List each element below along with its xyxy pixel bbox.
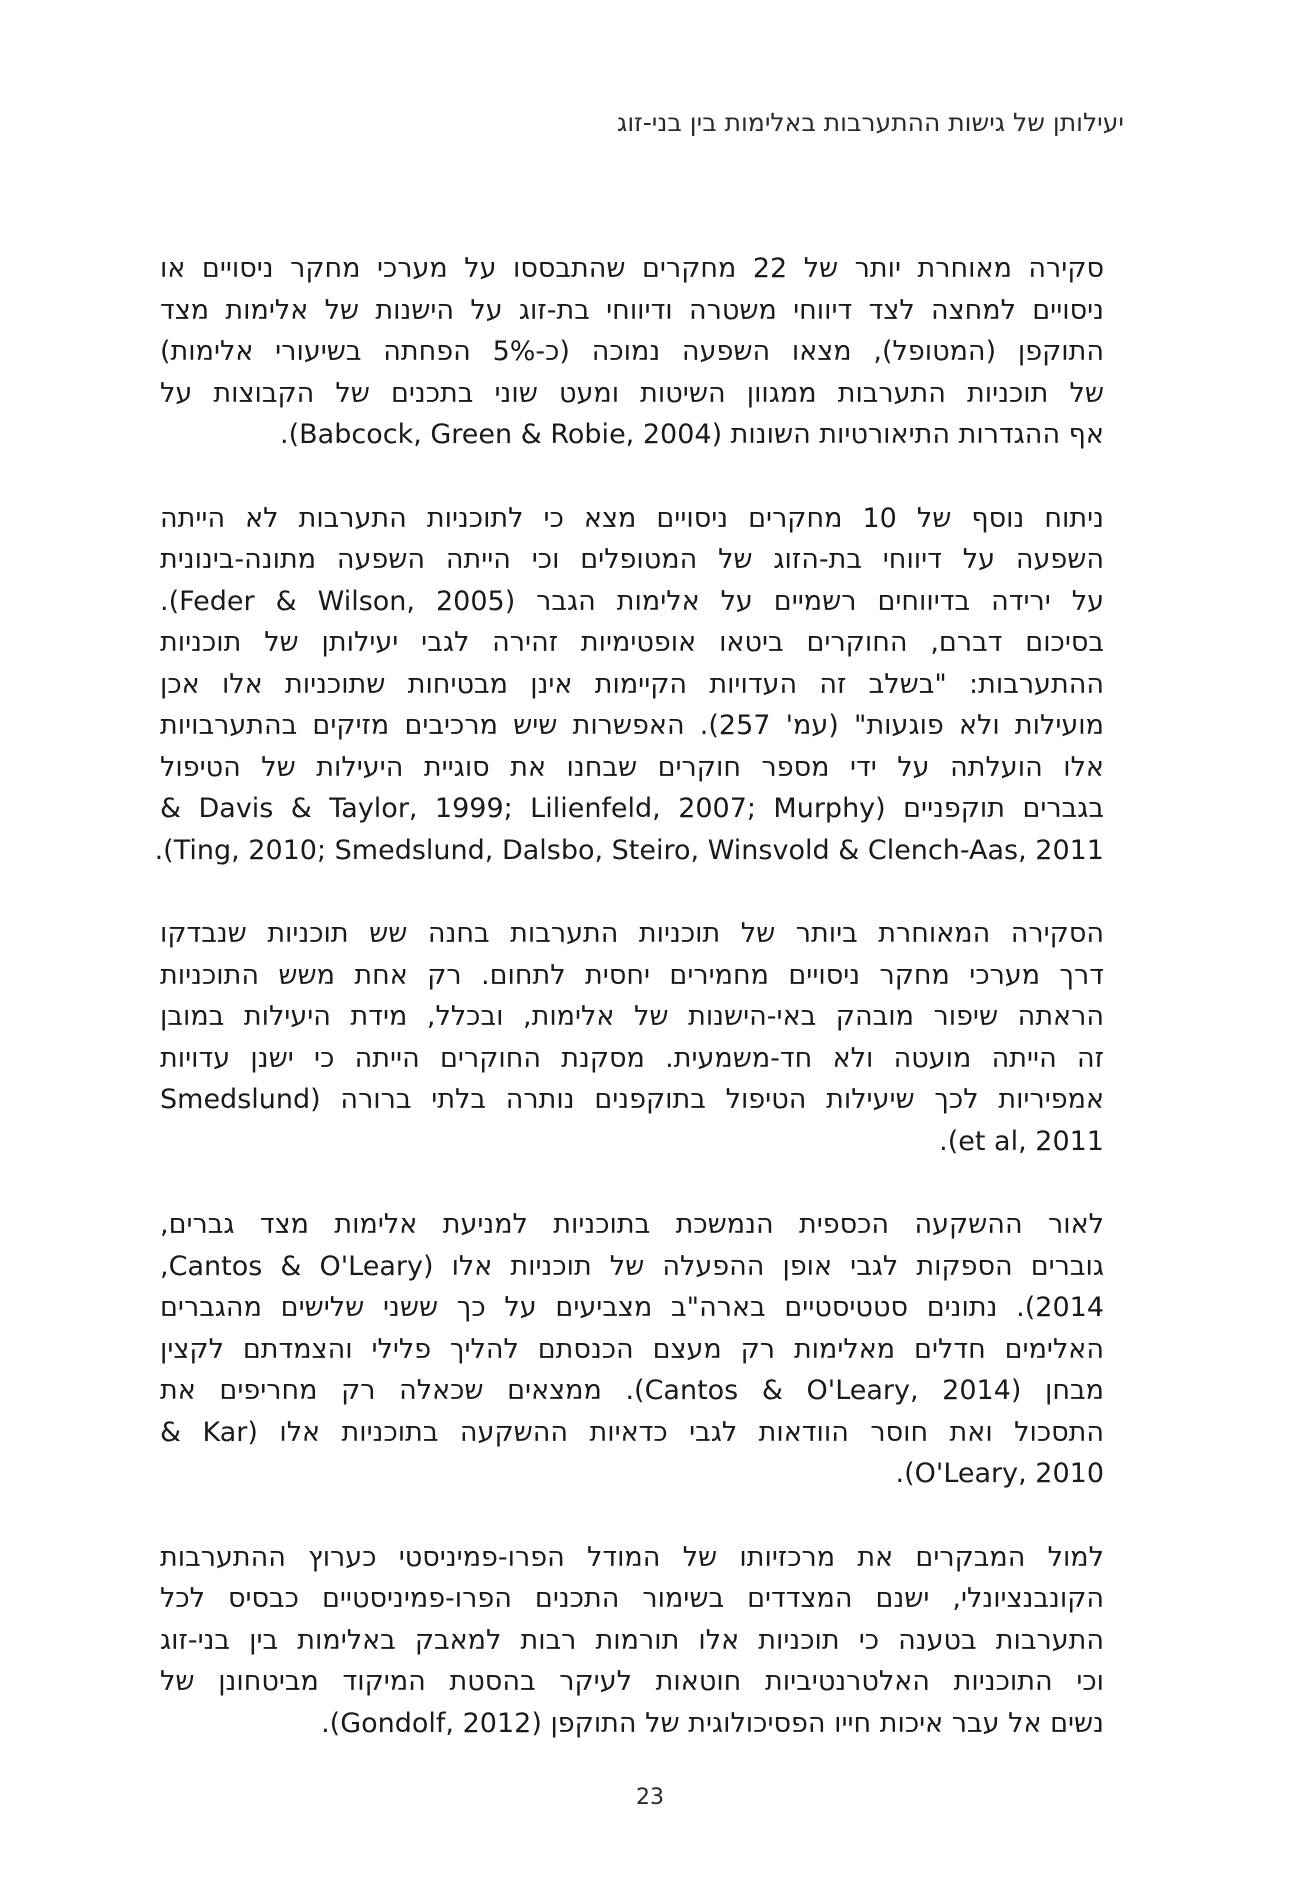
paragraph	[160, 1537, 1104, 1745]
text-line: וכי התוכניות האלטרנטיביות חוטאות לעיקר בהסטת המיקוד מביטחונן של	[160, 1666, 1104, 1697]
text-line: נשים אל עבר איכות חייו הפסיכולוגית של התוקפן (Gondolf, 2012).	[321, 1707, 1104, 1739]
text-line: מועילות ולא פוגעות" (עמ' 257). האפשרות שיש מרכיבים מזיקים בהתערבויות	[160, 710, 1104, 741]
text-line: בגברים תוקפניים (Davis & Taylor, 1999; Lilienfeld, 2007; Murphy &	[160, 793, 1104, 824]
text-line: למול המבקרים את מרכזיותו של המודל הפרו-פמיניסטי כערוץ ההתערבות	[160, 1541, 1104, 1573]
text-line: השפעה על דיווחי בת-הזוג של המטופלים וכי הייתה השפעה מתונה-בינונית	[160, 544, 1104, 575]
text-line: 2014). נתונים סטטיסטיים בארה"ב מצביעים על כך ששני שלישים מהגברים	[160, 1292, 1104, 1323]
paragraph	[160, 248, 1104, 456]
text-line: הסקירה המאוחרת ביותר של תוכניות התערבות בחנה שש תוכניות שנבדקו	[160, 918, 1104, 949]
paragraph	[160, 1204, 1104, 1495]
text-line: O'Leary, 2010).	[895, 1458, 1104, 1489]
text-line: אלו הועלתה על ידי מספר חוקרים שבחנו את סוגיית היעילות של הטיפול	[160, 751, 1104, 783]
text-line: על ירידה בדיווחים רשמיים על אלימות הגבר (Feder & Wilson, 2005).	[160, 585, 1105, 617]
paragraph	[154, 498, 1105, 872]
text-line: סקירה מאוחרת יותר של 22 מחקרים שהתבססו על מערכי מחקר ניסויים או	[160, 253, 1104, 284]
text-line: בסיכום דברם, החוקרים ביטאו אופטימיות זהירה לגבי יעילותן של תוכניות	[160, 627, 1104, 658]
text-line: ההתערבות: "בשלב זה העדויות הקיימות אינן מבטיחות שתוכניות אלו אכן	[160, 668, 1104, 700]
text-line: הקונבנציונלי, ישנם המצדדים בשימור התכנים הפרו-פמיניסטיים כבסיס לכל	[160, 1583, 1104, 1614]
text-line: et al, 2011).	[939, 1125, 1104, 1157]
text-line: ניתוח נוסף של 10 מחקרים ניסויים מצא כי לתוכניות התערבות לא הייתה	[160, 502, 1104, 534]
page-number: 23	[636, 1785, 664, 1810]
text-line: זה הייתה מועטה ולא חד-משמעית. מסקנת החוקרים הייתה כי ישנן עדויות	[160, 1042, 1104, 1074]
text-line: אמפיריות לכך שיעילות הטיפול בתוקפנים נותרה בלתי ברורה (Smedslund	[160, 1084, 1104, 1115]
body-text	[154, 248, 1105, 1786]
text-line: הראתה שיפור מובהק באי-הישנות של אלימות, ובכלל, מידת היעילות במובן	[160, 1001, 1104, 1032]
text-line: התסכול ואת חוסר הוודאות לגבי כדאיות ההשקעה בתוכניות אלו (Kar &	[160, 1416, 1104, 1448]
running-header: יעילותן של גישות ההתערבות באלימות בין בני-זוג	[617, 108, 1124, 137]
text-line: Ting, 2010; Smedslund, Dalsbo, Steiro, Winsvold & Clench-Aas, 2011).	[154, 834, 1104, 866]
text-line: מבחן (Cantos & O'Leary, 2014). ממצאים שכאלה רק מחריפים את	[160, 1375, 1104, 1406]
paragraph	[160, 913, 1104, 1162]
text-line: של תוכניות התערבות ממגוון השיטות ומעט שוני בתכנים של הקבוצות על	[160, 377, 1104, 409]
text-line: התוקפן (המטופל), מצאו השפעה נמוכה (כ-5% הפחתה בשיעורי אלימות)	[160, 336, 1104, 367]
text-line: האלימים חדלים מאלימות רק מעצם הכנסתם להליך פלילי והצמדתם לקצין	[160, 1333, 1104, 1365]
text-line: ניסויים למחצה לצד דיווחי משטרה ודיווחי בת-זוג על הישנות של אלימות מצד	[160, 294, 1104, 326]
text-line: דרך מערכי מחקר ניסויים מחמירים יחסית לתחום. רק אחת משש התוכניות	[160, 959, 1104, 991]
text-line: אף ההגדרות התיאורטיות השונות (Babcock, Green & Robie, 2004).	[280, 419, 1104, 450]
text-line: גוברים הספקות לגבי אופן ההפעלה של תוכניות אלו (Cantos & O'Leary,	[160, 1250, 1104, 1282]
text-line: לאור ההשקעה הכספית הנמשכת בתוכניות למניעת אלימות מצד גברים,	[160, 1209, 1104, 1240]
text-line: התערבות בטענה כי תוכניות אלו תורמות רבות למאבק באלימות בין בני-זוג	[160, 1624, 1104, 1656]
